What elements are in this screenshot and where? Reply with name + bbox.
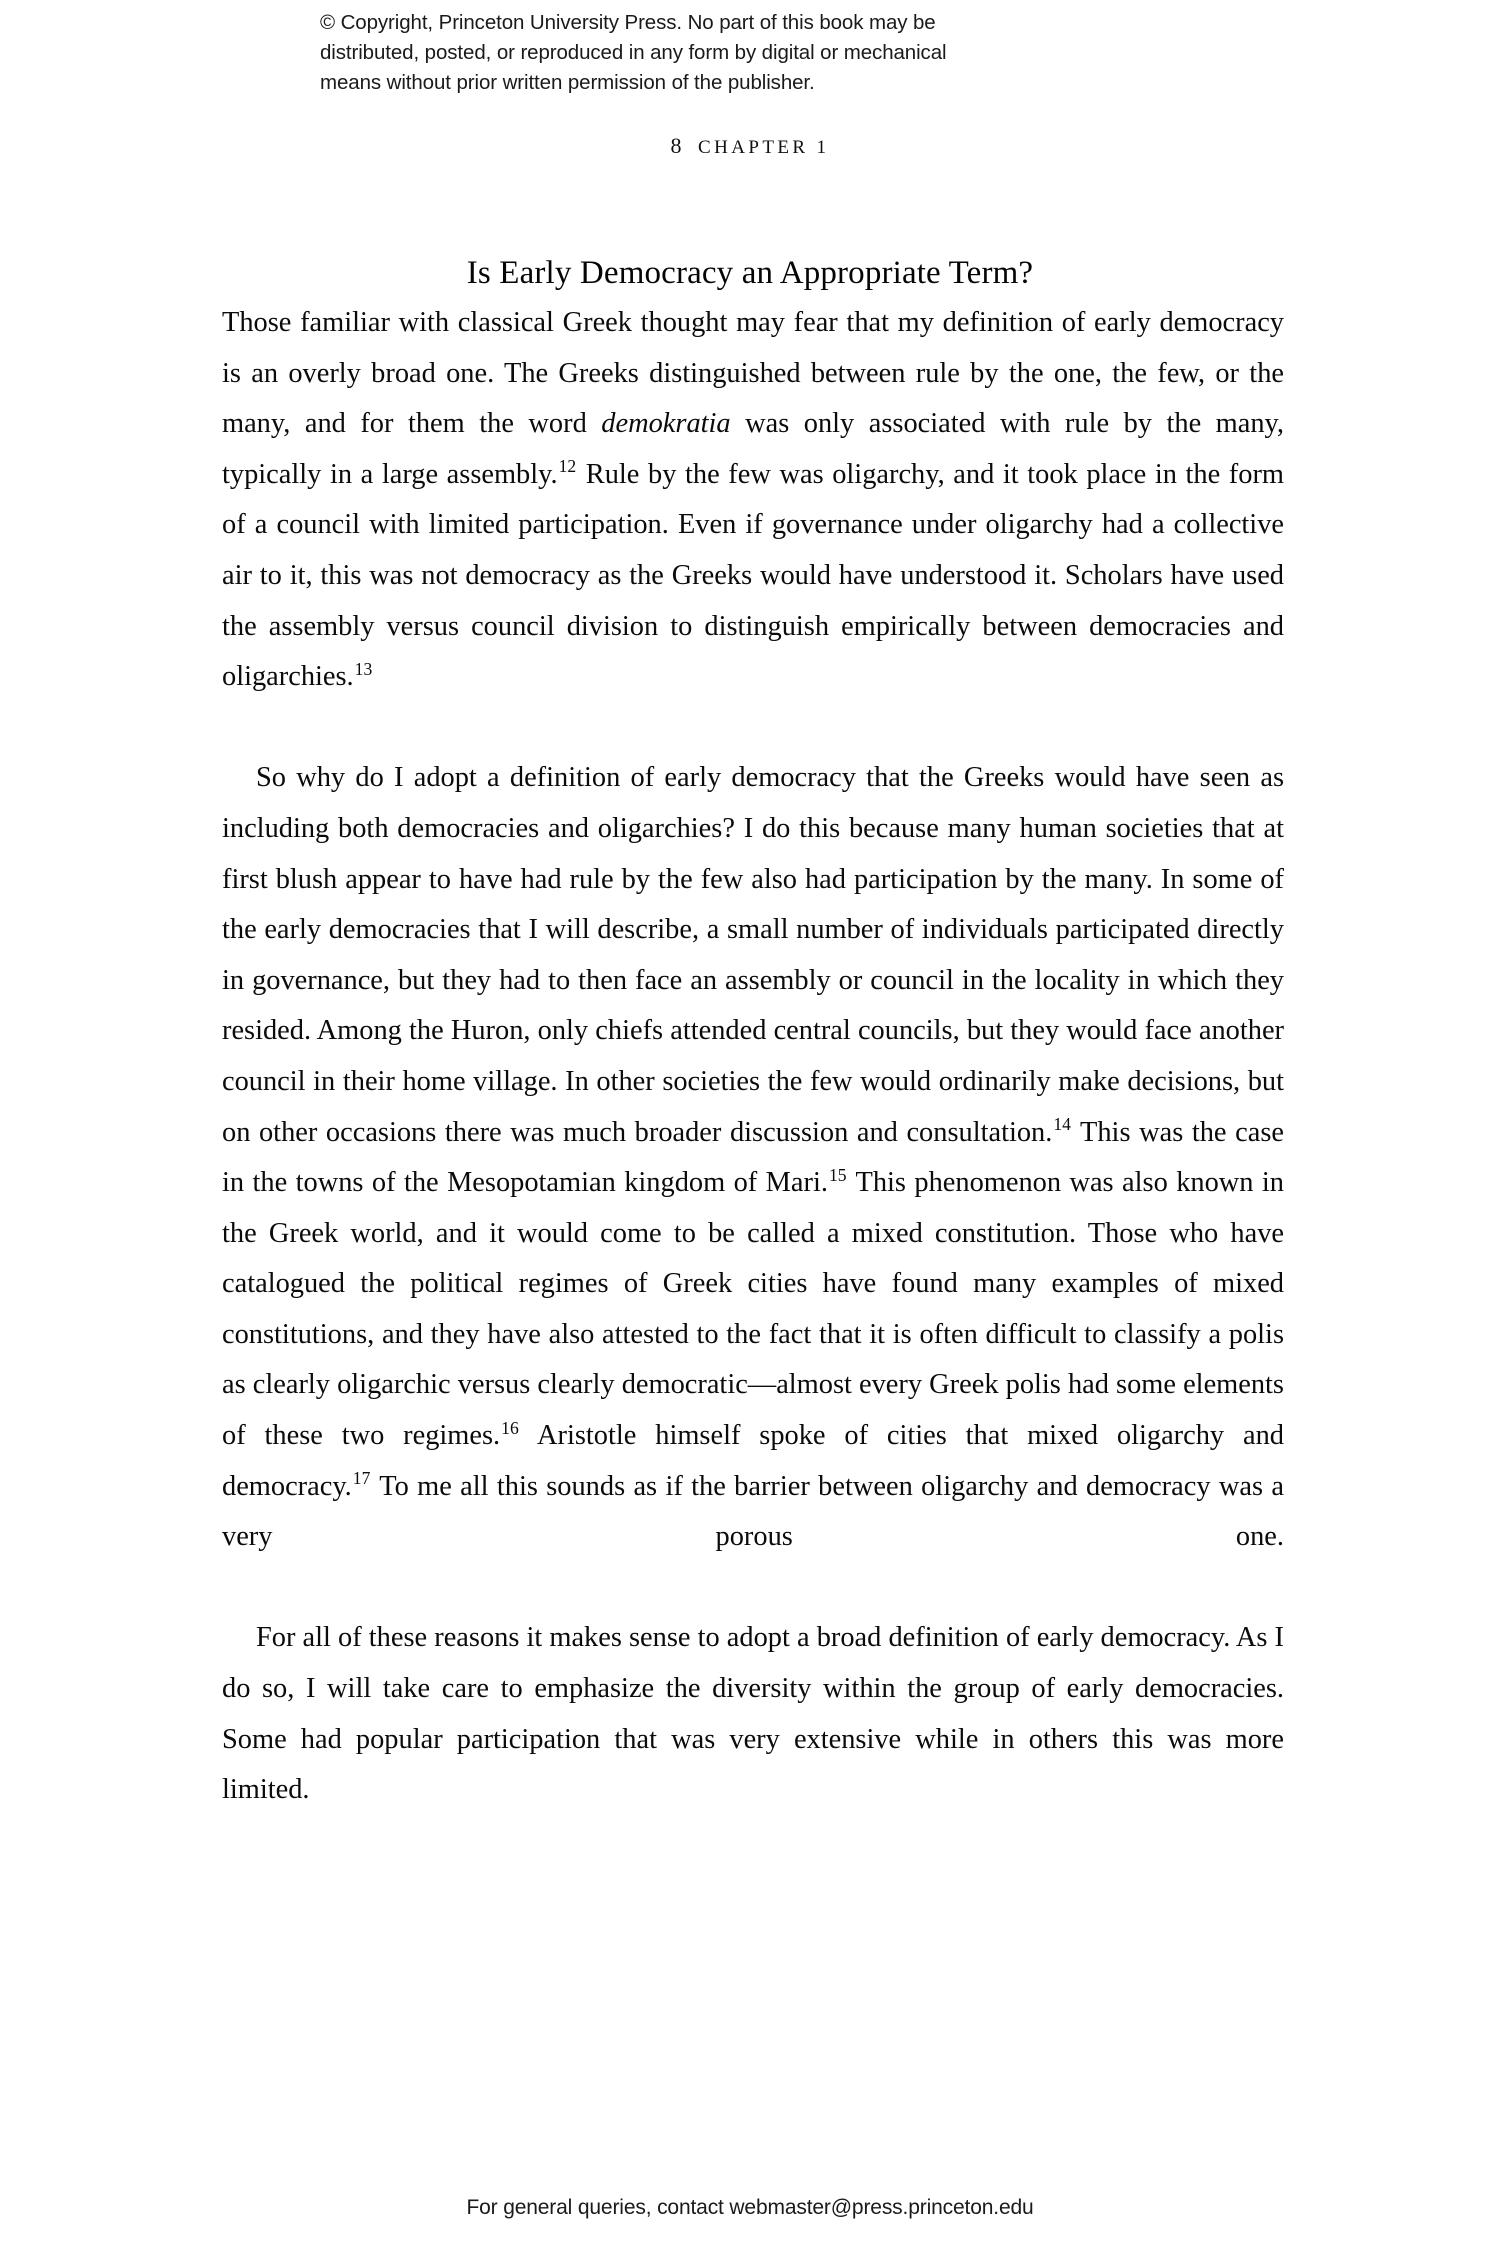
copyright-line-2: distributed, posted, or reproduced in any form by digital or mechanical: [320, 41, 947, 64]
footnote-marker[interactable]: 16: [501, 1417, 519, 1438]
page-number: 8: [670, 133, 683, 158]
footnote-marker[interactable]: 13: [354, 658, 373, 679]
para-3: For all of these reasons it makes sense to adopt a broad definition of early democracy. As I do so, I will take care to emphasize the diversity within the group of early democracies. Some had popular participation that was very extensive while in others this was more limited.: [222, 1622, 1284, 1806]
footnote-marker[interactable]: 14: [1053, 1114, 1071, 1135]
footer-contact: For general queries, contact webmaster@press.princeton.edu: [466, 2196, 1034, 2219]
copyright-line-3: means without prior written permission of the publisher.: [320, 71, 815, 94]
italic-term: demokratia: [601, 408, 731, 440]
footnote-marker[interactable]: 12: [558, 456, 577, 477]
para-2: So why do I adopt a definition of early democracy that the Greeks would have seen as including both democracies and oligarchies? I do this because many human societies that at first blush appear to have had rule by the few also had participation by the many. In some of the early democracies that I will describe, a small number of individuals participated directly in governance, but they had to then face an assembly or council in the locality in which they resided. Among the Huron, only chiefs attended central councils, but they would face another council in their home village. In other societies the few would ordinarily make decisions, but on other occasions there was much broader discussion and consultation.$^{14}$ This was the case in the towns of the Mesopotamian kingdom of Mari.$^{15}$ This phenomenon was also known in the Greek world, and it would come to be called a mixed constitution. Those who have catalogued the political regimes of Greek cities have found many examples of mixed constitutions, and they have also attested to the fact that it is often difficult to classify a polis as clearly oligarchic versus clearly democratic—almost every Greek polis had some elements of these two regimes.$^{16}$ Aristotle himself spoke of cities that mixed oligarchy and democracy.$^{17}$ To me all this sounds as if the barrier between oligarchy and democracy was a very porous one.: [222, 762, 1284, 1553]
copyright-line-1: © Copyright, Princeton University Press. No part of this book may be: [320, 11, 936, 34]
chapter-label: CHAPTER 1: [698, 137, 830, 158]
copyright-notice: [320, 8, 1200, 98]
body-text: [222, 298, 1284, 1866]
page-title: Is Early Democracy an Appropriate Term?: [466, 255, 1034, 292]
footnote-marker[interactable]: 17: [352, 1468, 371, 1489]
running-head: [0, 133, 1500, 159]
para-1: Those familiar with classical Greek thought may fear that my definition of early democracy is an overly broad one. The Greeks distinguished between rule by the one, the few, or the many, and for them the word demokratia was only associated with rule by the many, typically in a large assembly.$^{12}$ Rule by the few was oligarchy, and it took place in the form of a council with limited participation. Even if governance under oligarchy had a collective air to it, this was not democracy as the Greeks would have understood it. Scholars have used the assembly versus council division to distinguish empirically between democracies and oligarchies.$^{13}$: [222, 307, 1285, 693]
footnote-marker[interactable]: 15: [828, 1164, 847, 1185]
